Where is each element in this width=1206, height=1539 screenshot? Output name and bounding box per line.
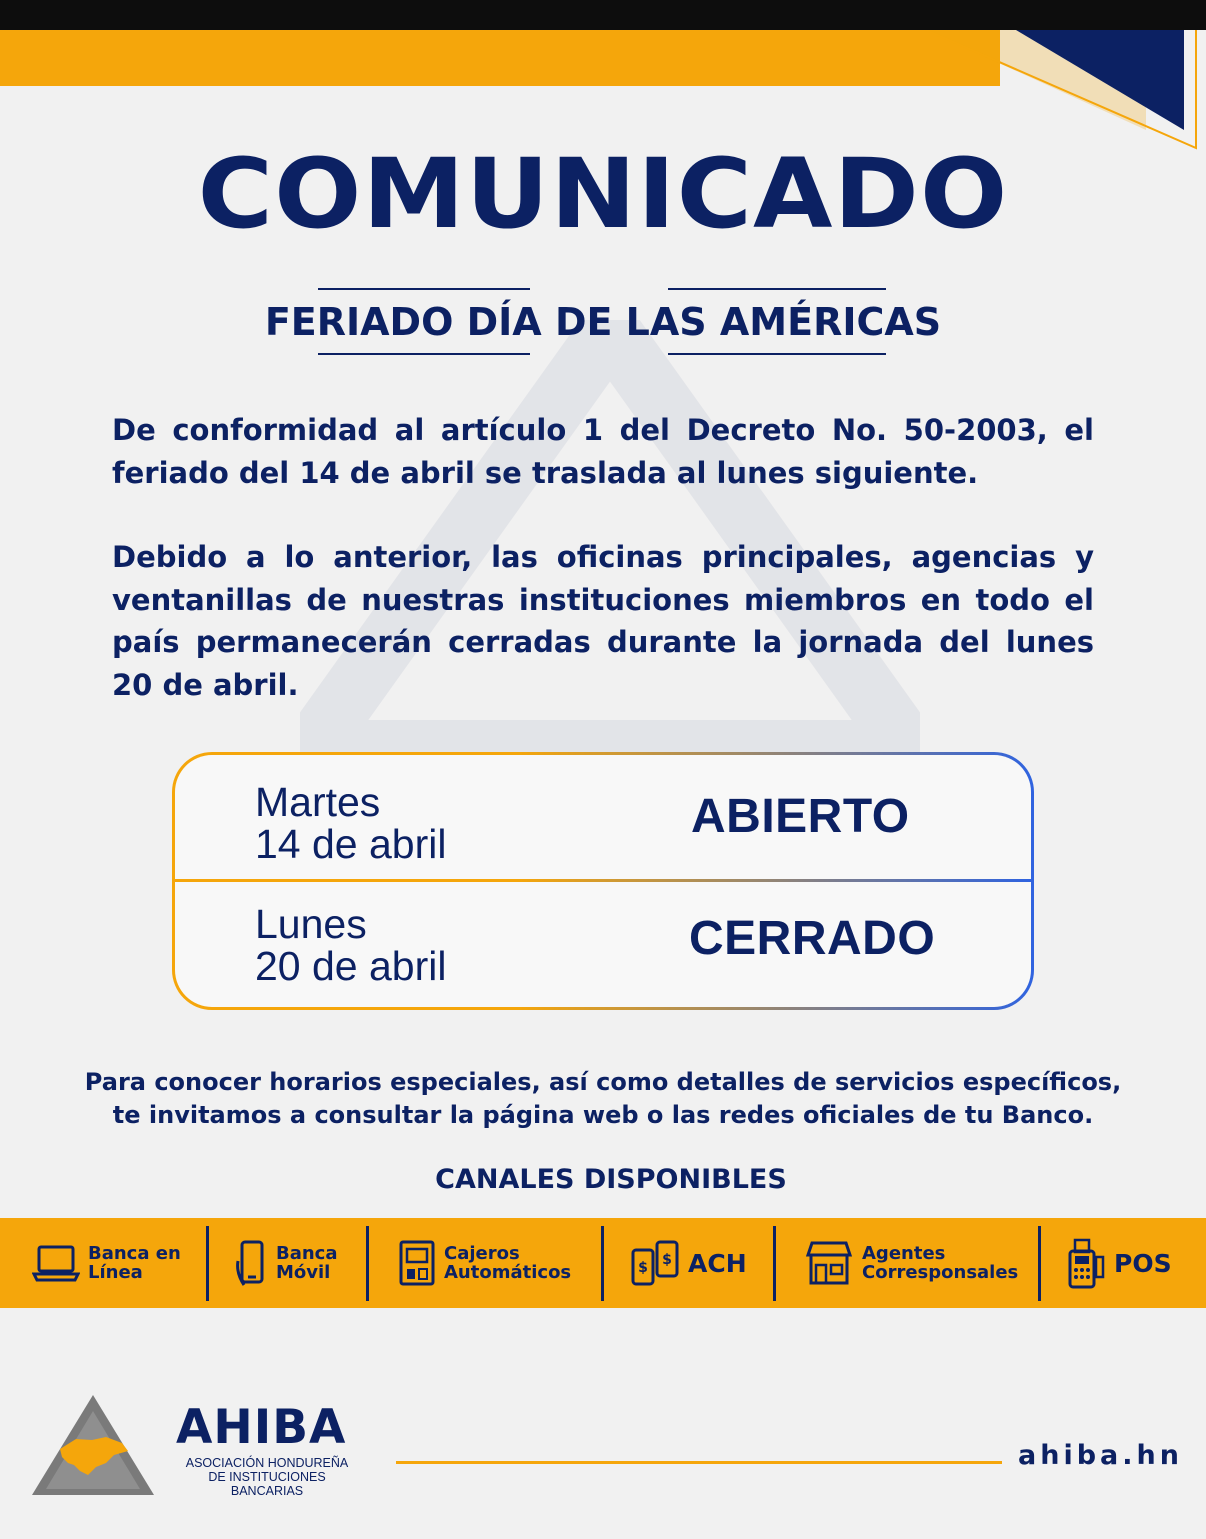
schedule-row-2-weekday: Lunes bbox=[255, 901, 367, 947]
corner-decoration bbox=[866, 30, 1206, 155]
website-link[interactable]: ahiba.hn bbox=[1018, 1440, 1183, 1471]
channel-mobile-banking-label: Banca Móvil bbox=[276, 1243, 338, 1283]
channel-separator bbox=[366, 1226, 369, 1301]
page-title: COMUNICADO bbox=[197, 138, 1009, 250]
channel-separator bbox=[773, 1226, 776, 1301]
schedule-row-1-status: ABIERTO bbox=[691, 790, 910, 843]
subtitle-rule-bottom-left bbox=[318, 353, 530, 355]
svg-text:$: $ bbox=[638, 1260, 648, 1276]
svg-text:$: $ bbox=[662, 1252, 672, 1268]
schedule-row-2-date: 20 de abril bbox=[255, 943, 447, 989]
channel-separator bbox=[206, 1226, 209, 1301]
channel-mobile-banking bbox=[236, 1218, 338, 1308]
channel-online-banking-label: Banca en Línea bbox=[88, 1243, 181, 1283]
channel-pos bbox=[1066, 1218, 1172, 1308]
subtitle: FERIADO DÍA DE LAS AMÉRICAS bbox=[264, 300, 942, 344]
subtitle-rule-top-left bbox=[318, 288, 530, 290]
subtitle-rule-bottom-right bbox=[668, 353, 886, 355]
channel-online-banking bbox=[32, 1218, 181, 1308]
subtitle-block bbox=[0, 285, 1206, 357]
schedule-row-1-date: 14 de abril bbox=[255, 821, 447, 867]
brand-name: AHIBA bbox=[176, 1400, 347, 1455]
paragraph-decree: De conformidad al artículo 1 del Decreto No. 50-2003, el feriado del 14 de abril se traslada al lunes siguiente. bbox=[112, 413, 1094, 490]
brand-subtitle bbox=[172, 1456, 362, 1498]
schedule-row-2-day bbox=[255, 903, 446, 987]
brand-subtitle-line-2: DE INSTITUCIONES BANCARIAS bbox=[208, 1470, 326, 1498]
channel-separator bbox=[601, 1226, 604, 1301]
channel-agents bbox=[804, 1218, 1018, 1308]
laptop-icon bbox=[32, 1243, 80, 1283]
pos-terminal-icon bbox=[1066, 1237, 1106, 1289]
note-text bbox=[0, 1066, 1206, 1132]
storefront-icon bbox=[804, 1239, 854, 1287]
channels-bar bbox=[0, 1218, 1206, 1308]
schedule-divider bbox=[175, 879, 1031, 882]
schedule-table-inner bbox=[175, 755, 1031, 1007]
atm-icon bbox=[398, 1239, 436, 1287]
top-black-bar bbox=[0, 0, 1206, 30]
note-line-2: te invitamos a consultar la página web o las redes oficiales de tu Banco. bbox=[112, 1101, 1094, 1129]
top-orange-band bbox=[0, 30, 1000, 86]
subtitle-rule-top-right bbox=[668, 288, 886, 290]
money-transfer-icon bbox=[630, 1238, 680, 1288]
channel-atm bbox=[398, 1218, 571, 1308]
schedule-row-2-status: CERRADO bbox=[689, 912, 936, 965]
footer-divider bbox=[396, 1461, 1002, 1464]
schedule-row-1-day bbox=[255, 781, 446, 865]
channel-separator bbox=[1038, 1226, 1041, 1301]
note-line-1: Para conocer horarios especiales, así como detalles de servicios específicos, bbox=[84, 1068, 1122, 1096]
channel-pos-label: POS bbox=[1114, 1248, 1172, 1278]
schedule-table bbox=[172, 752, 1034, 1010]
channel-ach-label: ACH bbox=[688, 1248, 747, 1278]
mobile-phone-icon bbox=[236, 1239, 268, 1287]
channels-title: CANALES DISPONIBLES bbox=[435, 1164, 787, 1195]
channel-agents-label: Agentes Corresponsales bbox=[862, 1243, 1019, 1283]
brand-subtitle-line-1: ASOCIACIÓN HONDUREÑA bbox=[185, 1456, 349, 1470]
schedule-row-1-weekday: Martes bbox=[255, 779, 381, 825]
channel-atm-label: Cajeros Automáticos bbox=[444, 1243, 572, 1283]
ahiba-logo-icon bbox=[30, 1393, 156, 1497]
channel-ach bbox=[630, 1218, 747, 1308]
paragraph-closure: Debido a lo anterior, las oficinas principales, agencias y ventanillas de nuestras instituciones miembros en todo el país permanecerán cerradas durante la jornada del lunes 20 de abril. bbox=[112, 540, 1094, 702]
